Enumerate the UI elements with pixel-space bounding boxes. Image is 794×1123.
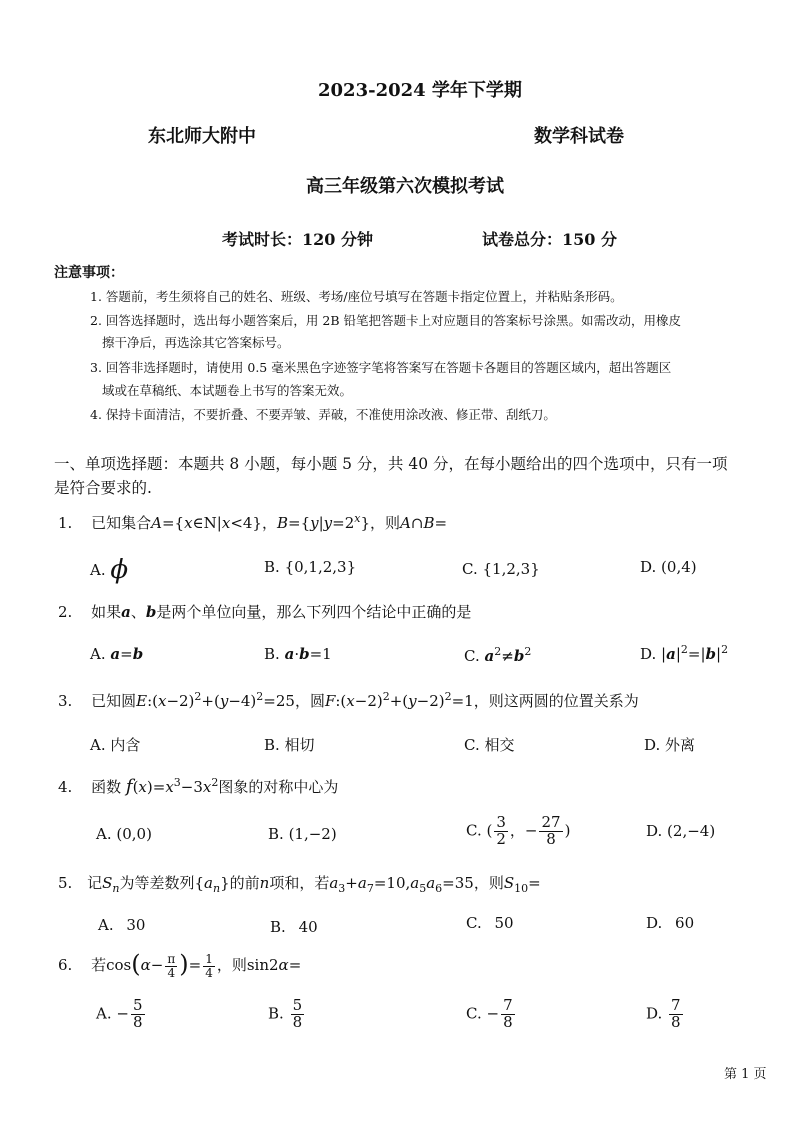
question-6: 6. 若cos(α− $\frac{\pi}{4}$ )= $\frac{1}{4}$ ，则sin2α= [58, 950, 302, 980]
note-item: 4. 保持卡面清洁，不要折叠、不要弄皱、弄破，不准使用涂改液、修正带、刮纸刀。 [90, 407, 556, 422]
q1-option-b: B. {0,1,2,3} [264, 558, 357, 576]
q1-option-a: A. ϕ [90, 555, 129, 585]
exam-duration: 考试时长：120 分钟 [222, 230, 373, 249]
q6-option-c: C. − $\frac{7}{8}$ [466, 996, 513, 1031]
q4-option-d: D. (2,−4) [646, 822, 716, 840]
q6-option-d: D. $\frac{7}{8}$ [646, 996, 681, 1031]
exam-title: 高三年级第六次模拟考试 [306, 176, 504, 197]
school-name: 东北师大附中 [148, 126, 256, 147]
section-heading: 一、单项选择题：本题共 8 小题，每小题 5 分，共 40 分，在每小题给出的四个选项中，只有一项 [54, 455, 728, 473]
subject-title: 数学科试卷 [534, 126, 624, 147]
question-3: 3. 已知圆$E:(x-2)^2+(y-4)^2=25$，圆$F:(x-2)^2+(y-2)^2=1$，则这两圆的位置关系为 [58, 690, 639, 710]
question-5: 5. 记$S_n$为等差数列$\{a_n\}$的前n项和，若$a_3+a_7=10,a_5a_6=35$，则$S_{10}=$ [58, 874, 541, 895]
q3-option-b: B. 相切 [264, 736, 315, 754]
q5-option-d: D. 60 [646, 914, 695, 932]
year-term: 2023-2024 学年下学期 [318, 80, 522, 101]
q2-option-c: C. $a^2\ne b^2$ [464, 645, 532, 665]
q6-option-b: B. $\frac{5}{8}$ [268, 996, 303, 1031]
q3-option-c: C. 相交 [464, 736, 515, 754]
question-1: 1. 已知集合A={x∈N|x<4}，$B=\{y|y=2^x\}$，则A∩B= [58, 512, 448, 532]
note-item: 擦干净后，再选涂其它答案标号。 [102, 335, 290, 350]
note-item: 3. 回答非选择题时，请使用 0.5 毫米黑色字迹签字笔将答案写在答题卡各题目的答题区域内，超出答题区 [90, 360, 672, 375]
page-number: 第 1 页 [724, 1067, 767, 1082]
note-item: 1. 答题前，考生须将自己的姓名、班级、考场/座位号填写在答题卡指定位置上，并粘贴条形码。 [90, 289, 623, 304]
q1-option-d: D. (0,4) [640, 558, 697, 576]
question-4: 4. 函数 $f(x)=x^3-3x^2$图象的对称中心为 [58, 776, 339, 797]
q4-option-c: C. ( $\frac{3}{2}$ ，− $\frac{27}{8}$ ) [466, 813, 571, 848]
q5-option-a: A. 30 [98, 916, 146, 934]
q5-option-b: B. 40 [270, 918, 318, 936]
notes-title: 注意事项： [54, 265, 124, 281]
q4-option-a: A. (0,0) [96, 825, 152, 843]
section-heading-cont: 是符合要求的. [54, 479, 152, 497]
q6-option-a: A. − $\frac{5}{8}$ [96, 996, 143, 1031]
q2-option-a: A. a=b [90, 645, 144, 663]
q5-option-c: C. 50 [466, 914, 514, 932]
q2-option-d: D. $|a|^2=|b|^2$ [640, 643, 729, 663]
note-item: 域或在草稿纸、本试题卷上书写的答案无效。 [102, 383, 353, 398]
q3-option-d: D. 外离 [644, 736, 696, 754]
question-2: 2. 如果a、b是两个单位向量，那么下列四个结论中正确的是 [58, 603, 472, 621]
q4-option-b: B. (1,−2) [268, 825, 337, 843]
q3-option-a: A. 内含 [90, 736, 141, 754]
q1-option-c: C. {1,2,3} [462, 560, 540, 578]
note-item: 2. 回答选择题时，选出每小题答案后，用 2B 铅笔把答题卡上对应题目的答案标号涂黑。如需改动，用橡皮 [90, 313, 681, 328]
q2-option-b: B. a·b=1 [264, 645, 332, 663]
exam-total-score: 试卷总分：150 分 [482, 230, 617, 249]
